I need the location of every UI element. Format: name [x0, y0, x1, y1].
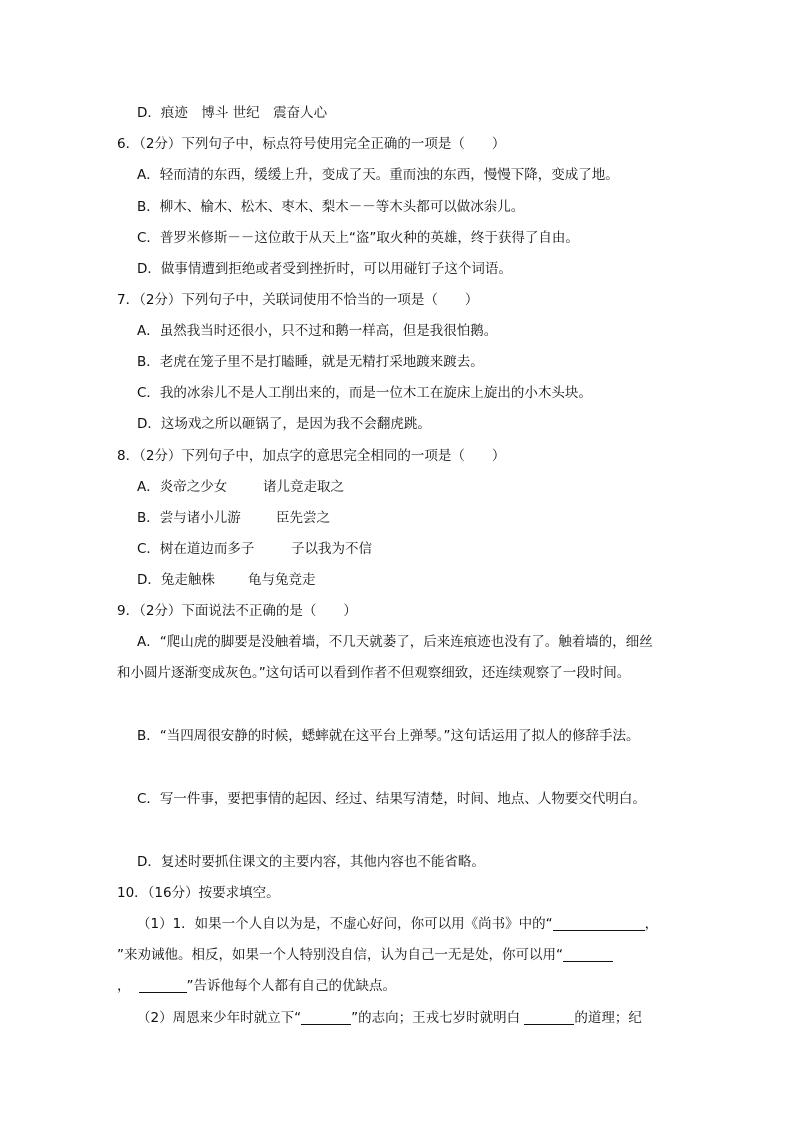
- q8-option-c-left: C．树在道边而多子: [137, 541, 255, 557]
- q9-option-c: C．写一件事，要把事情的起因、经过、结果写清楚，时间、地点、人物要交代明白。: [137, 791, 646, 807]
- q8-option-d-right: 龟与兔竞走: [248, 572, 316, 588]
- q8-option-c: [137, 539, 372, 559]
- q10-part1-line1: [137, 914, 658, 934]
- q8-option-d-left: D．兔走触株: [137, 572, 215, 588]
- q7-stem: 7．（2分）下列句子中，关联词使用不恰当的一项是（ ）: [117, 292, 479, 308]
- q10-part1-text-b: ，: [644, 916, 659, 932]
- q10-part2-text-a: （2）周恩来少年时就立下“: [137, 1010, 302, 1026]
- q8-option-d: [137, 570, 316, 590]
- q6-option-b: B．柳木、榆木、松木、枣木、梨木－－等木头都可以做冰尜儿。: [137, 199, 525, 215]
- q9-option-a-line1: A．“爬山虎的脚要是没触着墙，不几天就萎了，后来连痕迹也没有了。触着墙的，细丝: [137, 634, 653, 650]
- q10-part1-line2: [117, 945, 613, 965]
- q7-option-c: C．我的冰尜儿不是人工削出来的，而是一位木工在旋床上旋出的小木头块。: [137, 385, 592, 401]
- q8-option-b-right: 臣先尝之: [276, 510, 330, 526]
- q9-stem: 9．（2分）下面说法不正确的是（ ）: [117, 603, 357, 619]
- q5-option-d: D．痕迹 博斗 世纪 震奋人心: [137, 105, 328, 121]
- q10-blank-4[interactable]: [301, 1010, 351, 1025]
- q8-option-b: [137, 508, 330, 528]
- q10-part1-text-e: ”告诉他每个人都有自己的优缺点。: [186, 978, 396, 994]
- q6-option-d: D．做事情遭到拒绝或者受到挫折时，可以用碰钉子这个词语。: [137, 261, 512, 277]
- q10-part2-text-b: ”的志向；王戎七岁时就明白: [351, 1010, 525, 1026]
- q6-option-c: C．普罗米修斯－－这位敢于从天上“盗”取火种的英雄，终于获得了自由。: [137, 230, 579, 246]
- q7-option-a: A．虽然我当时还很小，只不过和鹅一样高，但是我很怕鹅。: [137, 323, 498, 339]
- q10-part1-text-d: ，: [117, 978, 131, 994]
- q6-option-a: A．轻而清的东西，缓缓上升，变成了天。重而浊的东西，慢慢下降，变成了地。: [137, 167, 619, 183]
- q10-part2-line1: [137, 1008, 642, 1028]
- q10-part1-text-c: ”来劝诫他。相反，如果一个人特别没自信，认为自己一无是处，你可以用“: [117, 947, 563, 963]
- q8-stem: 8．（2分）下列句子中，加点字的意思完全相同的一项是（ ）: [117, 448, 506, 464]
- q7-option-d: D．这场戏之所以砸锅了，是因为我不会翻虎跳。: [137, 416, 431, 432]
- q10-blank-2[interactable]: [563, 947, 613, 962]
- q10-part1-text-a: （1）1．如果一个人自以为是，不虚心好问，你可以用《尚书》中的“: [137, 916, 553, 932]
- q10-part2-text-c: 的道理；纪: [574, 1010, 642, 1026]
- q10-stem: 10．（16分）按要求填空。: [117, 885, 280, 901]
- q10-blank-3[interactable]: [139, 978, 187, 993]
- q8-option-a-right: 诸儿竞走取之: [263, 479, 344, 495]
- q8-option-a-left: A．炎帝之少女: [137, 479, 228, 495]
- q8-option-a: [137, 477, 344, 497]
- q10-blank-1[interactable]: [553, 916, 645, 931]
- q9-option-b: B．“当四周很安静的时候，蟋蟀就在这平台上弹琴。”这句话运用了拟人的修辞手法。: [137, 728, 640, 744]
- q7-option-b: B．老虎在笼子里不是打瞌睡，就是无精打采地踱来踱去。: [137, 354, 484, 370]
- q10-blank-5[interactable]: [524, 1010, 574, 1025]
- q9-option-a-line2: 和小圆片逐渐变成灰色。”这句话可以看到作者不但观察细致，还连续观察了一段时间。: [117, 665, 631, 681]
- q9-option-d: D．复述时要抓住课文的主要内容，其他内容也不能省略。: [137, 854, 485, 870]
- q6-stem: 6．（2分）下列句子中，标点符号使用完全正确的一项是（ ）: [117, 136, 506, 152]
- q8-option-c-right: 子以我为不信: [291, 541, 372, 557]
- q10-part1-line3: [117, 976, 396, 996]
- q8-option-b-left: B．尝与诸小儿游: [137, 510, 241, 526]
